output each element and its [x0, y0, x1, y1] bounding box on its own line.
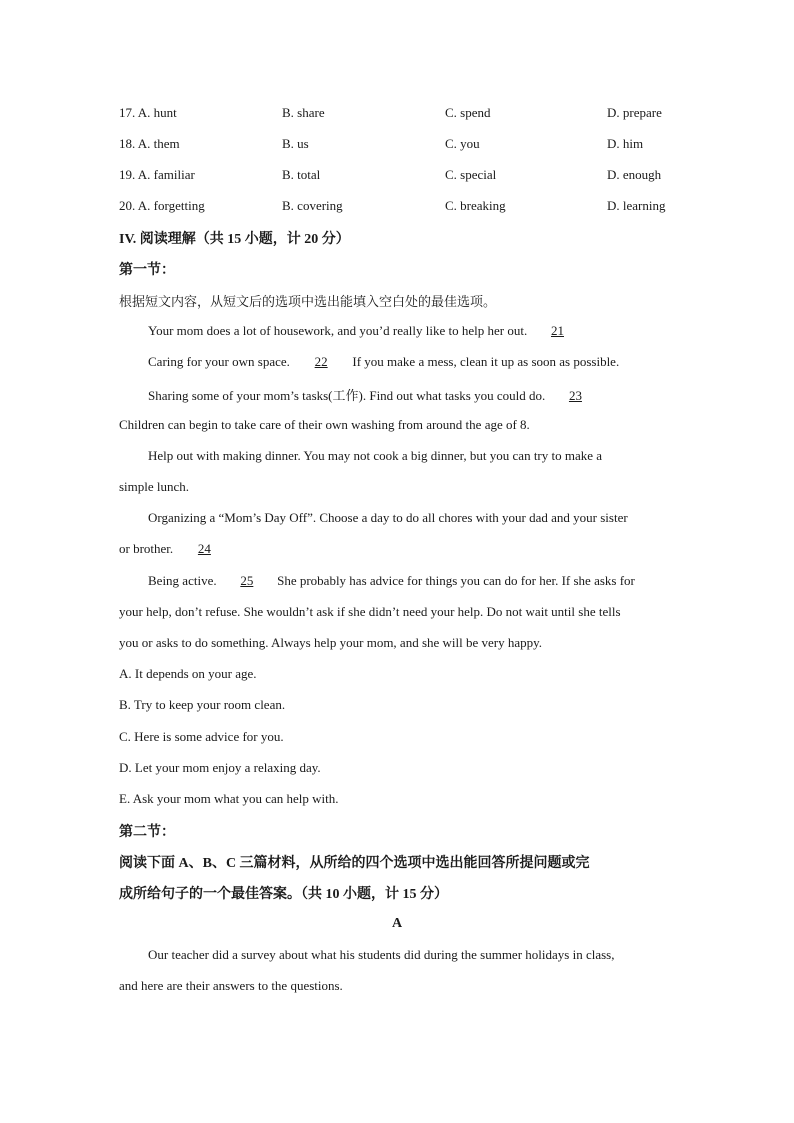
- option-b: B. total: [282, 167, 321, 182]
- option-a: 19. A. familiar: [119, 167, 195, 182]
- choice-a: A. It depends on your age.: [119, 666, 257, 681]
- blank-21: 21: [550, 323, 564, 338]
- passage-text: If you make a mess, clean it up as soon as possible.: [352, 354, 620, 369]
- option-a: 18. A. them: [119, 136, 180, 151]
- passage-a-text: and here are their answers to the questions.: [119, 978, 343, 993]
- option-c: C. you: [445, 136, 480, 151]
- option-b: B. covering: [282, 198, 343, 213]
- choice-e: E. Ask your mom what you can help with.: [119, 791, 339, 806]
- choice-c: C. Here is some advice for you.: [119, 729, 284, 744]
- option-d: D. enough: [607, 167, 662, 182]
- blank-24: 24: [197, 541, 211, 556]
- passage-text: Help out with making dinner. You may not cook a big dinner, but you can try to make a: [148, 448, 603, 463]
- option-c: C. special: [445, 167, 497, 182]
- part2-instruction: 阅读下面 A、B、C 三篇材料，从所给的四个选项中选出能回答所提问题或完: [119, 856, 590, 871]
- option-row-20: [0, 198, 794, 218]
- passage-text: Being active.: [148, 573, 217, 588]
- part1-title: 第一节：: [119, 263, 175, 278]
- passage-text: simple lunch.: [119, 479, 190, 494]
- option-row-17: [0, 105, 794, 125]
- passage-text: Your mom does a lot of housework, and you’d really like to help her out.: [148, 323, 528, 338]
- passage-paragraph: [148, 385, 602, 404]
- choice-b: B. Try to keep your room clean.: [119, 697, 286, 712]
- part1-instruction: 根据短文内容，从短文后的选项中选出能填入空白处的最佳选项。: [119, 294, 497, 309]
- option-d: D. learning: [607, 198, 666, 213]
- option-d: D. prepare: [607, 105, 662, 120]
- option-a: 17. A. hunt: [119, 105, 177, 120]
- passage-paragraph: [148, 573, 635, 589]
- passage-a-label: A: [391, 916, 403, 931]
- passage-a-text: Our teacher did a survey about what his students did during the summer holidays in class,: [148, 947, 615, 962]
- passage-text: Children can begin to take care of their own washing from around the age of 8.: [119, 417, 530, 432]
- passage-text: Organizing a “Mom’s Day Off”. Choose a day to do all chores with your dad and your sister: [148, 510, 628, 525]
- part2-instruction: 成所给句子的一个最佳答案。（共 10 小题，计 15 分）: [119, 887, 448, 902]
- option-c: C. spend: [445, 105, 491, 120]
- blank-23: 23: [568, 388, 582, 403]
- choice-d: D. Let your mom enjoy a relaxing day.: [119, 760, 321, 775]
- option-b: B. us: [282, 136, 309, 151]
- part2-title: 第二节：: [119, 825, 175, 840]
- passage-text: you or asks to do something. Always help your mom, and she will be very happy.: [119, 635, 543, 650]
- option-row-18: [0, 136, 794, 156]
- blank-22: 22: [314, 354, 328, 369]
- option-row-19: [0, 167, 794, 187]
- passage-paragraph: [119, 541, 232, 557]
- option-d: D. him: [607, 136, 644, 151]
- option-a: 20. A. forgetting: [119, 198, 205, 213]
- passage-text: your help, don’t refuse. She wouldn’t ask if she didn’t need your help. Do not wait until she tells: [119, 604, 621, 619]
- passage-text: or brother.: [119, 541, 174, 556]
- passage-paragraph: [148, 323, 584, 339]
- passage-text: She probably has advice for things you can do for her. If she asks for: [277, 573, 635, 588]
- passage-paragraph: [148, 354, 619, 370]
- passage-text: Caring for your own space.: [148, 354, 290, 369]
- option-c: C. breaking: [445, 198, 506, 213]
- blank-25: 25: [240, 573, 254, 588]
- option-b: B. share: [282, 105, 325, 120]
- section-heading: IV. 阅读理解（共 15 小题，计 20 分）: [119, 232, 350, 247]
- passage-text: Sharing some of your mom’s tasks(工作). Find out what tasks you could do.: [148, 388, 546, 403]
